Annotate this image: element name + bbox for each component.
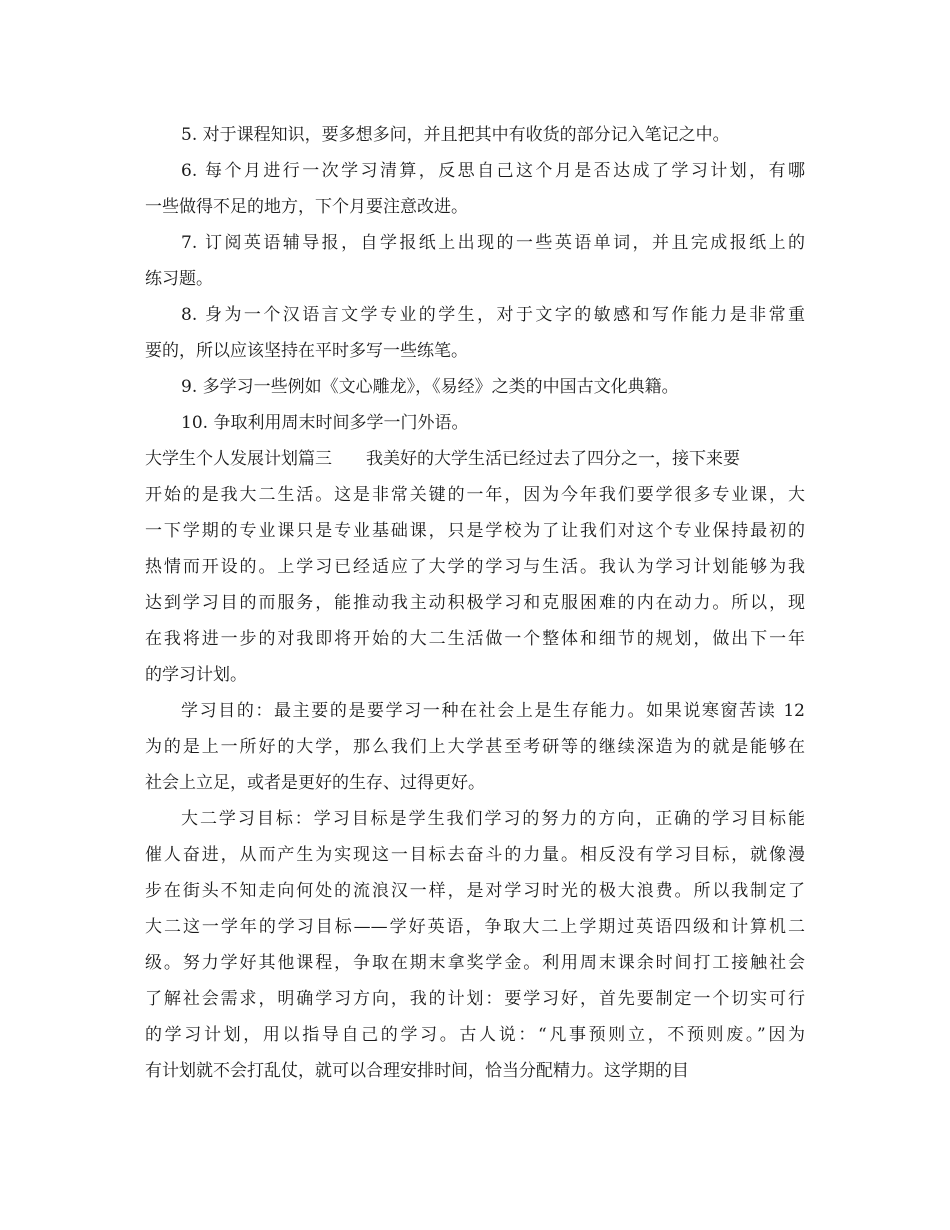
intro-line-1: 开始的是我大二生活。这是非常关键的一年，因为今年我们要学很多专业课，大 (145, 485, 805, 505)
intro-line-4: 达到学习目的而服务，能推动我主动积极学习和克服困难的内在动力。所以，现 (145, 593, 805, 613)
list-item-9: 9. 多学习一些例如《文心雕龙》，《易经》之类的中国古文化典籍。 (181, 377, 679, 397)
intro-line-2: 一下学期的专业课只是专业基础课，只是学校为了让我们对这个专业保持最初的 (145, 521, 805, 541)
target-line-2: 催人奋进，从而产生为实现这一目标去奋斗的力量。相反没有学习目标，就像漫 (145, 845, 805, 865)
list-item-5: 5. 对于课程知识，要多想多问，并且把其中有收货的部分记入笔记之中。 (181, 125, 730, 145)
intro-line-3: 热情而开设的。上学习已经适应了大学的学习与生活。我认为学习计划能够为我 (145, 557, 805, 577)
list-item-6-line-1: 6. 每个月进行一次学习清算，反思自己这个月是否达成了学习计划，有哪 (181, 161, 805, 181)
list-item-8-line-2: 要的，所以应该坚持在平时多写一些练笔。 (145, 341, 468, 361)
intro-first-text: 我美好的大学生活已经过去了四分之一，接下来要 (366, 449, 740, 469)
intro-line-6: 的学习计划。 (145, 665, 247, 685)
intro-line-5: 在我将进一步的对我即将开始的大二生活做一个整体和细节的规划，做出下一年 (145, 629, 805, 649)
goal-line-1: 学习目的：最主要的是要学习一种在社会上是生存能力。如果说寒窗苦读 12 (181, 701, 805, 721)
list-item-7-line-2: 练习题。 (145, 269, 213, 289)
section-heading: 大学生个人发展计划篇三 (145, 449, 332, 469)
section-heading-line (145, 441, 805, 477)
list-item-7-line-1: 7. 订阅英语辅导报，自学报纸上出现的一些英语单词，并且完成报纸上的 (181, 233, 805, 253)
list-item-6-line-2: 一些做得不足的地方，下个月要注意改进。 (145, 197, 468, 217)
target-line-6: 了解社会需求，明确学习方向，我的计划：要学习好，首先要制定一个切实可行 (145, 989, 805, 1009)
target-line-4: 大二这一学年的学习目标——学好英语，争取大二上学期过英语四级和计算机二 (145, 917, 805, 937)
list-item-8-line-1: 8. 身为一个汉语言文学专业的学生，对于文字的敏感和写作能力是非常重 (181, 305, 805, 325)
target-line-3: 步在街头不知走向何处的流浪汉一样，是对学习时光的极大浪费。所以我制定了 (145, 881, 805, 901)
list-item-10: 10. 争取利用周末时间多学一门外语。 (181, 413, 469, 433)
target-line-8: 有计划就不会打乱仗，就可以合理安排时间，恰当分配精力。这学期的目 (145, 1061, 689, 1081)
document-page (145, 117, 805, 1089)
target-line-7: 的学习计划，用以指导自己的学习。古人说：“凡事预则立，不预则废。”因为 (145, 1025, 805, 1045)
goal-line-2: 为的是上一所好的大学，那么我们上大学甚至考研等的继续深造为的就是能够在 (145, 737, 805, 757)
target-line-1: 大二学习目标：学习目标是学生我们学习的努力的方向，正确的学习目标能 (181, 809, 805, 829)
target-line-5: 级。努力学好其他课程，争取在期末拿奖学金。利用周末课余时间打工接触社会 (145, 953, 805, 973)
goal-line-3: 社会上立足，或者是更好的生存、过得更好。 (145, 773, 485, 793)
